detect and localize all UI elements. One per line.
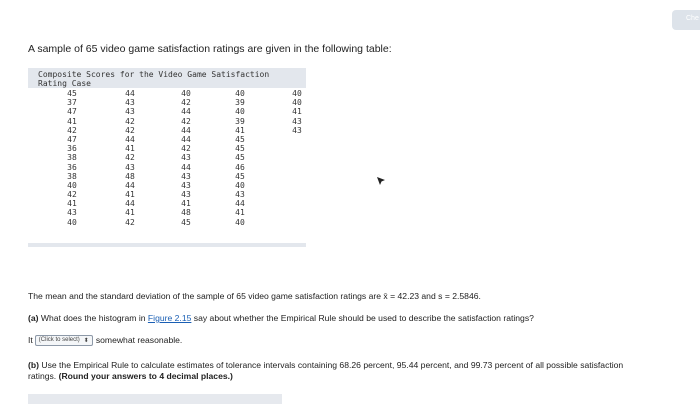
table-cell: 43 — [181, 153, 191, 163]
table-cell: 43 — [125, 162, 135, 172]
table-cell: 45 — [235, 144, 245, 154]
table-cell: 40 — [235, 180, 245, 190]
table-cell: 45 — [67, 89, 77, 98]
table-cell: 42 — [181, 144, 191, 154]
table-cell: 41 — [125, 144, 135, 154]
table-cell: 40 — [235, 107, 245, 117]
table-cell: 43 — [292, 125, 302, 135]
table-cell: 41 — [292, 107, 302, 117]
table-cell: 38 — [67, 153, 77, 163]
table-cell: 42 — [181, 116, 191, 126]
table-cell: 46 — [235, 162, 245, 172]
table-cell: 44 — [125, 199, 135, 209]
part-a-answer — [28, 334, 182, 346]
table-cell: 41 — [181, 199, 191, 209]
table-cell: 37 — [67, 98, 77, 108]
table-cell: 43 — [181, 171, 191, 181]
answer-prefix: It — [28, 335, 33, 345]
part-b-label: (b) — [28, 360, 39, 370]
part-a-text-after: say about whether the Empirical Rule should be used to describe the satisfaction ratings? — [191, 313, 534, 323]
table-cell: 44 — [181, 162, 191, 172]
part-a-label: (a) — [28, 313, 39, 323]
part-b-question — [28, 360, 648, 382]
table-cell: 41 — [235, 125, 245, 135]
table-column-1 — [60, 89, 84, 227]
table-cell: 44 — [125, 134, 135, 144]
table-cell: 44 — [235, 199, 245, 209]
table-cell: 41 — [125, 208, 135, 218]
table-cell: 45 — [235, 134, 245, 144]
table-cell: 45 — [235, 171, 245, 181]
select-updown-icon: ⬍ — [83, 337, 89, 344]
table-cell: 44 — [181, 134, 191, 144]
table-cell: 45 — [181, 217, 191, 227]
table-column-5 — [285, 89, 309, 135]
table-header — [28, 68, 306, 88]
table-cell: 43 — [125, 98, 135, 108]
figure-link[interactable]: Figure 2.15 — [147, 313, 192, 323]
check-button-label: Che — [686, 15, 699, 22]
table-cell: 39 — [235, 116, 245, 126]
table-caption: Composite Scores for the Video Game Satisfaction Rating Case — [38, 70, 270, 88]
table-cell: 42 — [125, 153, 135, 163]
part-b-text: Use the Empirical Rule to calculate estimates of tolerance intervals containing 68.26 percent, 95.44 percent, and 99.73 percent of all possible satisfaction ratings. — [28, 360, 624, 381]
table-cell: 38 — [67, 171, 77, 181]
table-column-2 — [118, 89, 142, 227]
table-cell: 43 — [67, 208, 77, 218]
table-cell: 42 — [67, 125, 77, 135]
answer-select-value: (Click to select) — [38, 337, 80, 343]
table-cell: 48 — [181, 208, 191, 218]
check-button[interactable] — [672, 10, 700, 30]
table-cell: 41 — [235, 208, 245, 218]
table-cell: 40 — [292, 89, 302, 98]
table-cell: 44 — [181, 125, 191, 135]
table-cell: 47 — [67, 134, 77, 144]
answer-select[interactable] — [35, 335, 93, 346]
table-cell: 36 — [67, 144, 77, 154]
table-cell: 40 — [181, 89, 191, 98]
question-intro: A sample of 65 video game satisfaction ratings are given in the following table: — [28, 43, 392, 55]
part-a-question — [28, 313, 534, 323]
table-cell: 43 — [235, 190, 245, 200]
table-cell: 40 — [67, 217, 77, 227]
table-column-4 — [228, 89, 252, 227]
mean-sd-statement: The mean and the standard deviation of the sample of 65 video game satisfaction ratings are x̄ = 42.23 and s = 2.5846. — [28, 291, 481, 301]
table-cell: 47 — [67, 107, 77, 117]
data-table — [28, 68, 306, 250]
table-cell: 41 — [67, 116, 77, 126]
answer-suffix: somewhat reasonable. — [95, 335, 183, 345]
table-cell: 42 — [67, 190, 77, 200]
table-cell: 48 — [125, 171, 135, 181]
table-footer-bar — [28, 243, 306, 247]
table-cell: 40 — [235, 217, 245, 227]
table-cell: 44 — [181, 107, 191, 117]
table-cell: 42 — [181, 98, 191, 108]
table-cell: 40 — [292, 98, 302, 108]
table-cell: 36 — [67, 162, 77, 172]
table-cell: 40 — [67, 180, 77, 190]
table-cell: 44 — [125, 180, 135, 190]
table-cell: 41 — [125, 190, 135, 200]
table-cell: 44 — [125, 89, 135, 98]
table-column-3 — [174, 89, 198, 227]
table-cell: 45 — [235, 153, 245, 163]
table-cell: 43 — [181, 190, 191, 200]
table-cell: 41 — [67, 199, 77, 209]
part-a-text-before: What does the histogram in — [38, 313, 148, 323]
mouse-cursor-icon — [376, 176, 386, 186]
table-cell: 43 — [181, 180, 191, 190]
table-cell: 40 — [235, 89, 245, 98]
part-b-instruction: (Round your answers to 4 decimal places.) — [58, 371, 233, 381]
table-cell: 42 — [125, 217, 135, 227]
table-cell: 43 — [125, 107, 135, 117]
answer-table-header — [28, 394, 282, 404]
table-cell: 39 — [235, 98, 245, 108]
table-cell: 42 — [125, 116, 135, 126]
table-cell: 42 — [125, 125, 135, 135]
table-cell: 43 — [292, 116, 302, 126]
